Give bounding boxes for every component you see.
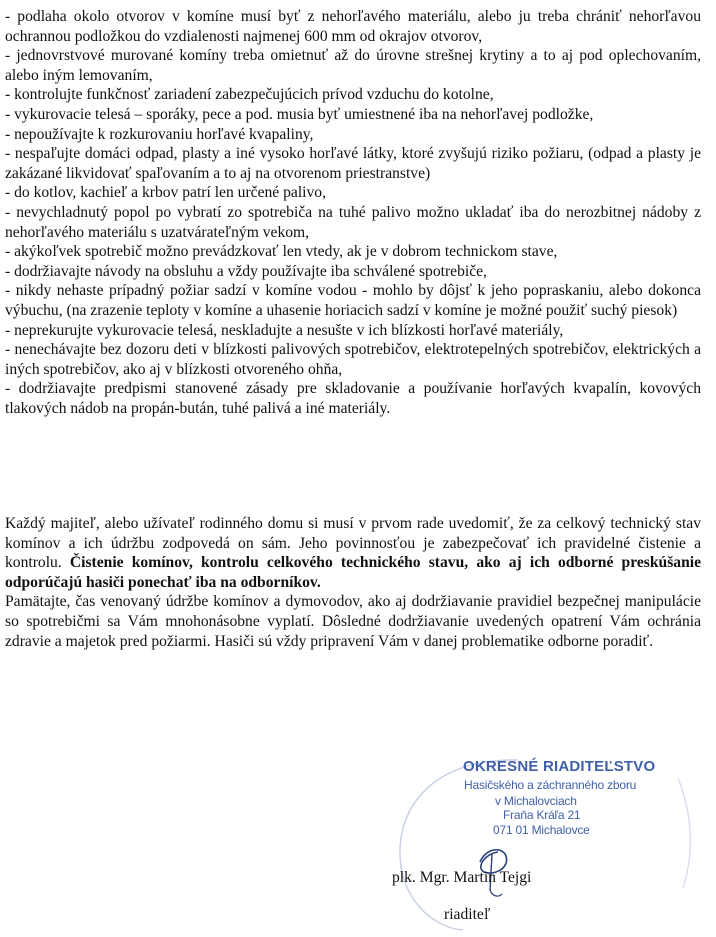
paragraph-text: Každý majiteľ, alebo užívateľ rodinného domu si musí v prvom rade uvedomiť, že za celkový technický stav komínov a ich údržbu zodpovedá on sám. Jeho povinnosťou je zabezpečovať ich pravidelné čistenie a kontrolu. xyxy=(5,515,701,572)
rule-item: - nespaľujte domáci odpad, plasty a iné vysoko horľavé látky, ktoré zvyšujú riziko požiaru, (odpad a plasty je zakázané likvidovať spaľovaním a to aj na otvorenom priestranstve) xyxy=(5,145,701,182)
rule-item: - neprekurujte vykurovacie telesá, neskladujte a nesušte v ich blízkosti horľavé materiály, xyxy=(5,321,564,339)
rule-item: - dodržiavajte predpismi stanovené zásady pre skladovanie a používanie horľavých kvapalín, kovových tlakových nádob na propán-bután, tuhé palivá a iné materiály. xyxy=(5,380,701,417)
paragraph-bold-end: . xyxy=(316,573,321,591)
rule-item: - kontrolujte funkčnosť zariadení zabezpečujúcich prívod vzduchu do kotolne, xyxy=(5,86,494,104)
stamp-line: 071 01 Michalovce xyxy=(493,823,590,837)
stamp-line: v Michalovciach xyxy=(495,794,577,808)
rule-item: - dodržiavajte návody na obsluhu a vždy používajte iba schválené spotrebiče, xyxy=(5,262,487,280)
paragraph-bold-text: Čistenie komínov, kontrolu celkového technického stavu, ako aj ich odborné preskúšanie odporúčajú hasiči ponechať iba na odborníkov xyxy=(5,554,701,591)
owner-responsibility-paragraph xyxy=(5,514,701,592)
signatory-role: riaditeľ xyxy=(444,906,491,923)
safety-rules-list xyxy=(5,7,701,418)
rule-item: - akýkoľvek spotrebič možno prevádzkovať len vtedy, ak je v dobrom technickom stave, xyxy=(5,243,558,261)
rule-item: - do kotlov, kachieľ a krbov patrí len určené palivo, xyxy=(5,184,326,202)
rule-item: - nikdy nehaste prípadný požiar sadzí v komíne vodou - mohlo by dôjsť k jeho popraskaniu, alebo dokonca výbuchu, (na zrazenie teploty v komíne a uhasenie horiacich sadzí v komíne je možné použiť suchý piesok) xyxy=(5,282,701,319)
rule-item: - nevychladnutý popol po vybratí zo spotrebiča na tuhé palivo možno ukladať iba do nerozbitnej nádoby z nehorľavého materiálu s uzatvárateľným vekom, xyxy=(5,203,701,241)
stamp-title: OKRESNÉ RIADITEĽSTVO xyxy=(463,758,656,775)
rule-item: - podlaha okolo otvorov v komíne musí byť z nehorľavého materiálu, alebo ju treba chrániť nehorľavou ochrannou podložkou do vzdialenosti najmenej 600 mm od okrajov otvorov, xyxy=(5,8,701,45)
rule-item: - jednovrstvové murované komíny treba omietnuť až do úrovne strešnej krytiny a to aj pod oplechovaním, alebo iným lemovaním, xyxy=(5,47,701,84)
stamp-line: Fraňa Kráľa 21 xyxy=(503,808,581,822)
rule-item: - nepoužívajte k rozkurovaniu horľavé kvapaliny, xyxy=(5,125,314,143)
rule-item: - nenechávajte bez dozoru deti v blízkosti palivových spotrebičov, elektrotepelných spotrebičov, elektrických a iných spotrebičov, ako aj v blízkosti otvoreného ohňa, xyxy=(5,341,701,378)
stamp-line: Hasičského a záchranného zboru xyxy=(464,778,637,792)
signatory-name: plk. Mgr. Martin Tejgi xyxy=(392,869,532,886)
reminder-paragraph: Pamätajte, čas venovaný údržbe komínov a dymovodov, ako aj dodržiavanie pravidiel bezpečnej manipulácie so spotrebičmi sa Vám mnohonásobne vyplatí. Dôsledné dodržiavanie uvedených opatrení Vám ochránia zdravie a majetok pred požiarmi. Hasiči sú vždy pripravení Vám v danej problematike odborne poradiť. xyxy=(5,593,701,650)
rule-item: - vykurovacie telesá – sporáky, pece a pod. musia byť umiestnené iba na nehorľavej podložke, xyxy=(5,105,594,123)
closing-text xyxy=(5,514,701,651)
